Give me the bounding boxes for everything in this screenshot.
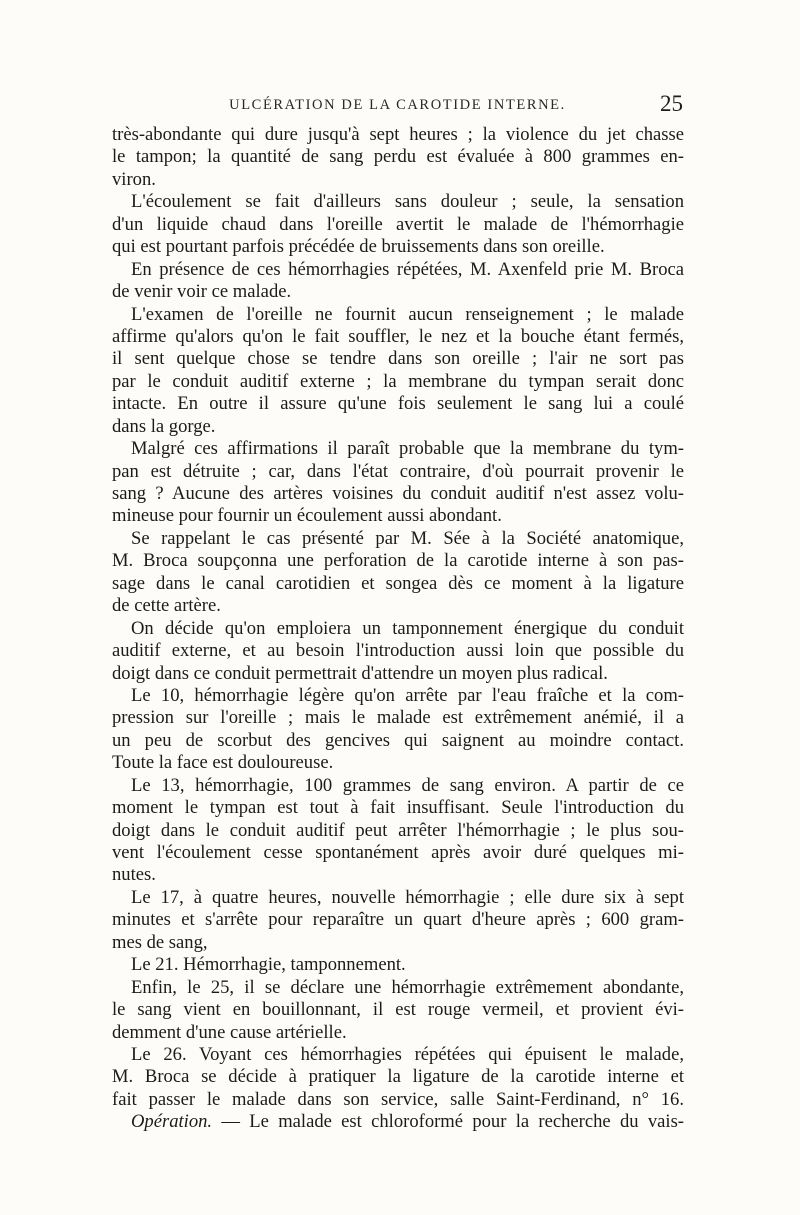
text-line: Le 21. Hémorrhagie, tamponnement. — [131, 954, 406, 976]
text-line: très-abondante qui dure jusqu'à sept heures ; la violence du jet chasse — [112, 124, 684, 145]
text-line: viron. — [112, 168, 156, 190]
text-line: mineuse pour fournir un écoulement aussi abondant. — [112, 505, 502, 527]
text-line: Toute la face est douloureuse. — [112, 752, 334, 774]
text-line: de cette artère. — [112, 595, 221, 617]
text-line: Le 13, hémorrhagie, 100 grammes de sang environ. A partir de ce — [131, 774, 684, 796]
text-line: intacte. En outre il assure qu'une fois seulement le sang lui a coulé — [112, 393, 684, 415]
text-line: de venir voir ce malade. — [112, 281, 292, 303]
text-line: On décide qu'on emploiera un tamponnement énergique du conduit — [131, 617, 684, 639]
text-line: pan est détruite ; car, dans l'état contraire, d'où pourrait provenir le — [112, 460, 684, 482]
text-line: nutes. — [112, 864, 156, 886]
page-header — [110, 91, 685, 125]
text-line-final — [112, 1111, 684, 1133]
text-line: Se rappelant le cas présenté par M. Sée à la Société anatomique, — [131, 527, 684, 549]
text-line: Enfin, le 25, il se déclare une hémorrhagie extrêmement abondante, — [131, 976, 684, 998]
page-number: 25 — [660, 91, 683, 116]
text-line: demment d'une cause artérielle. — [112, 1021, 347, 1043]
text-line: sage dans le canal carotidien et songea dès ce moment à la ligature — [112, 572, 684, 594]
text-line: vent l'écoulement cesse spontanément après avoir duré quelques mi- — [112, 842, 684, 863]
text-line: En présence de ces hémorrhagies répétées, M. Axenfeld prie M. Broca — [131, 258, 684, 280]
text-line: doigt dans le conduit auditif peut arrêter l'hémorrhagie ; le plus sou- — [112, 819, 684, 841]
text-line: affirme qu'alors qu'on le fait souffler, le nez et la bouche étant fermés, — [112, 325, 684, 347]
text-line: L'écoulement se fait d'ailleurs sans douleur ; seule, la sensation — [131, 191, 684, 213]
text-line: Le 26. Voyant ces hémorrhagies répétées qui épuisent le malade, — [131, 1043, 684, 1065]
text-line: il sent quelque chose se tendre dans son oreille ; l'air ne sort pas — [112, 348, 684, 370]
text-line: le sang vient en bouillonnant, il est rouge vermeil, et provient évi- — [112, 999, 684, 1021]
text-line: doigt dans ce conduit permettrait d'attendre un moyen plus radical. — [112, 662, 608, 684]
text-line: fait passer le malade dans son service, salle Saint-Ferdinand, n° 16. — [112, 1088, 684, 1110]
text-line: un peu de scorbut des gencives qui saignent au moindre contact. — [112, 729, 684, 751]
text-line: Le 17, à quatre heures, nouvelle hémorrhagie ; elle dure six à sept — [131, 886, 684, 908]
text-line: auditif externe, et au besoin l'introduction aussi loin que possible du — [112, 640, 684, 662]
text-line: pression sur l'oreille ; mais le malade est extrêmement anémié, il a — [112, 707, 684, 729]
running-title: ULCÉRATION DE LA CAROTIDE INTERNE. — [229, 97, 566, 113]
text-line: par le conduit auditif externe ; la membrane du tympan serait donc — [112, 370, 684, 392]
operation-heading: Opération. — [131, 1111, 213, 1133]
body-text — [112, 124, 684, 1134]
text-line: minutes et s'arrête pour reparaître un quart d'heure après ; 600 gram- — [112, 909, 684, 931]
text-line: M. Broca soupçonna une perforation de la carotide interne à son pas- — [112, 550, 684, 572]
text-line: mes de sang, — [112, 931, 208, 953]
text-line: d'un liquide chaud dans l'oreille avertit le malade de l'hémorrhagie — [112, 213, 684, 235]
text-line: M. Broca se décide à pratiquer la ligature de la carotide interne et — [112, 1066, 684, 1088]
text-line: moment le tympan est tout à fait insuffisant. Seule l'introduction du — [112, 797, 684, 819]
text-line: L'examen de l'oreille ne fournit aucun renseignement ; le malade — [131, 303, 684, 325]
text-line: qui est pourtant parfois précédée de bruissements dans son oreille. — [112, 236, 605, 258]
text-line: dans la gorge. — [112, 415, 216, 437]
text-line: Malgré ces affirmations il paraît probable que la membrane du tym- — [131, 438, 684, 460]
text-line: sang ? Aucune des artères voisines du conduit auditif n'est assez volu- — [112, 483, 684, 504]
operation-text: — Le malade est chloroformé pour la recherche du vais- — [212, 1111, 684, 1133]
text-line: Le 10, hémorrhagie légère qu'on arrête par l'eau fraîche et la com- — [131, 684, 684, 706]
text-line: le tampon; la quantité de sang perdu est évaluée à 800 grammes en- — [112, 146, 684, 168]
